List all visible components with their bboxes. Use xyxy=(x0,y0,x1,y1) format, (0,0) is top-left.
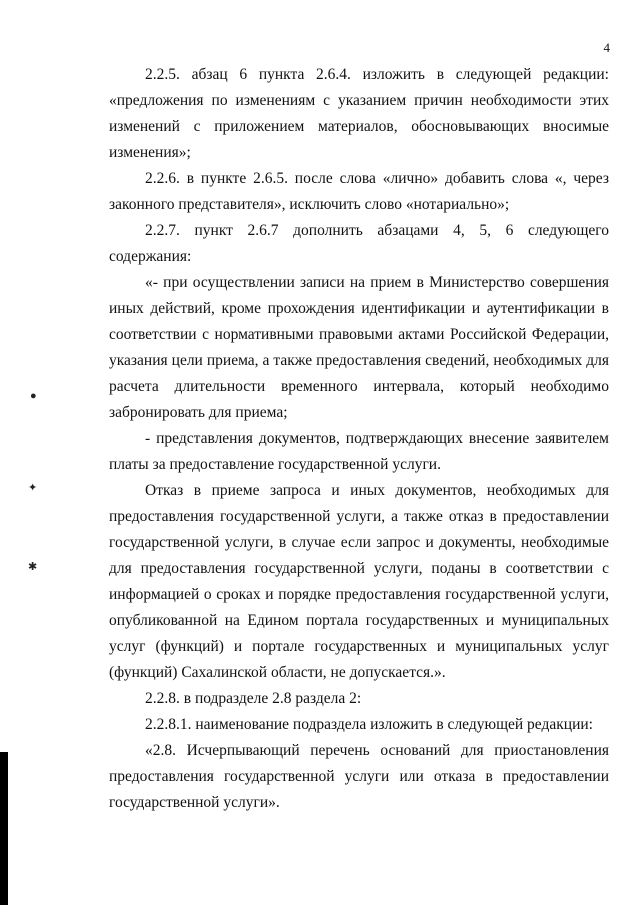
text-line: государственной услуги, в случае если запрос и документы, необходимые xyxy=(109,534,609,551)
text-line: законного представителя», исключить слово «нотариально»; xyxy=(109,196,510,213)
text-line: - представления документов, подтверждающих внесение заявителем xyxy=(145,430,609,447)
scan-edge-bar xyxy=(0,752,8,905)
text-line: «2.8. Исчерпывающий перечень оснований для приостановления xyxy=(145,742,609,759)
quoted-paragraph-4 xyxy=(109,738,609,816)
text-line: «предложения по изменениям с указанием причин необходимости этих xyxy=(109,92,609,109)
text-line: изменения»; xyxy=(109,144,191,161)
text-line: 2.2.8. в подразделе 2.8 раздела 2: xyxy=(145,690,362,707)
quoted-paragraph-1 xyxy=(109,270,609,426)
paragraph-2-2-8 xyxy=(109,686,609,712)
text-line: предоставления государственной услуги или отказа в предоставлении xyxy=(109,768,609,785)
text-line: предоставления государственной услуги, а также отказ в предоставлении xyxy=(109,508,609,525)
text-line: платы за предоставление государственной услуги. xyxy=(109,456,441,473)
page-number: 4 xyxy=(603,40,610,55)
text-line: 2.2.5. абзац 6 пункта 2.6.4. изложить в следующей редакции: xyxy=(145,66,609,83)
text-line: (функций) Сахалинской области, не допускается.». xyxy=(109,664,446,681)
paragraph-2-2-7 xyxy=(109,218,609,270)
text-line: государственной услуги». xyxy=(109,794,280,811)
binder-hole-mark: ✱ xyxy=(28,561,38,573)
paragraph-2-2-6 xyxy=(109,166,609,218)
text-line: изменений с приложением материалов, обосновывающих вносимые xyxy=(109,118,609,135)
text-line: для предоставления государственной услуги, поданы в соответствии с xyxy=(109,560,609,577)
quoted-paragraph-2 xyxy=(109,426,609,478)
binder-hole-mark: ✦ xyxy=(28,482,38,494)
text-line: забронировать для приема; xyxy=(109,404,288,421)
paragraph-2-2-5 xyxy=(109,62,609,166)
text-line: услуг (функций) и портале государственных и муниципальных услуг xyxy=(109,638,609,655)
text-line: Отказ в приеме запроса и иных документов, необходимых для xyxy=(145,482,609,499)
text-line: содержания: xyxy=(109,248,192,265)
quoted-paragraph-3 xyxy=(109,478,609,686)
text-line: «- при осуществлении записи на прием в Министерство совершения xyxy=(145,274,609,291)
text-line: информацией о сроках и порядке предоставления государственной услуги, xyxy=(109,586,609,603)
text-line: опубликованной на Едином портала государственных и муниципальных xyxy=(109,612,609,629)
text-line: указания цели приема, а также предоставления сведений, необходимых для xyxy=(109,352,609,369)
paragraph-2-2-8-1 xyxy=(109,712,609,738)
binder-hole-mark: ● xyxy=(30,390,37,402)
text-line: 2.2.7. пункт 2.6.7 дополнить абзацами 4, 5, 6 следующего xyxy=(145,222,609,239)
text-line: 2.2.6. в пункте 2.6.5. после слова «лично» добавить слова «, через xyxy=(145,170,609,187)
text-line: 2.2.8.1. наименование подраздела изложить в следующей редакции: xyxy=(145,716,593,733)
text-line: иных действий, кроме прохождения идентификации и аутентификации в xyxy=(109,300,609,317)
text-line: расчета длительности временного интервала, который необходимо xyxy=(109,378,609,395)
text-line: соответствии с нормативными правовыми актами Российской Федерации, xyxy=(109,326,609,343)
